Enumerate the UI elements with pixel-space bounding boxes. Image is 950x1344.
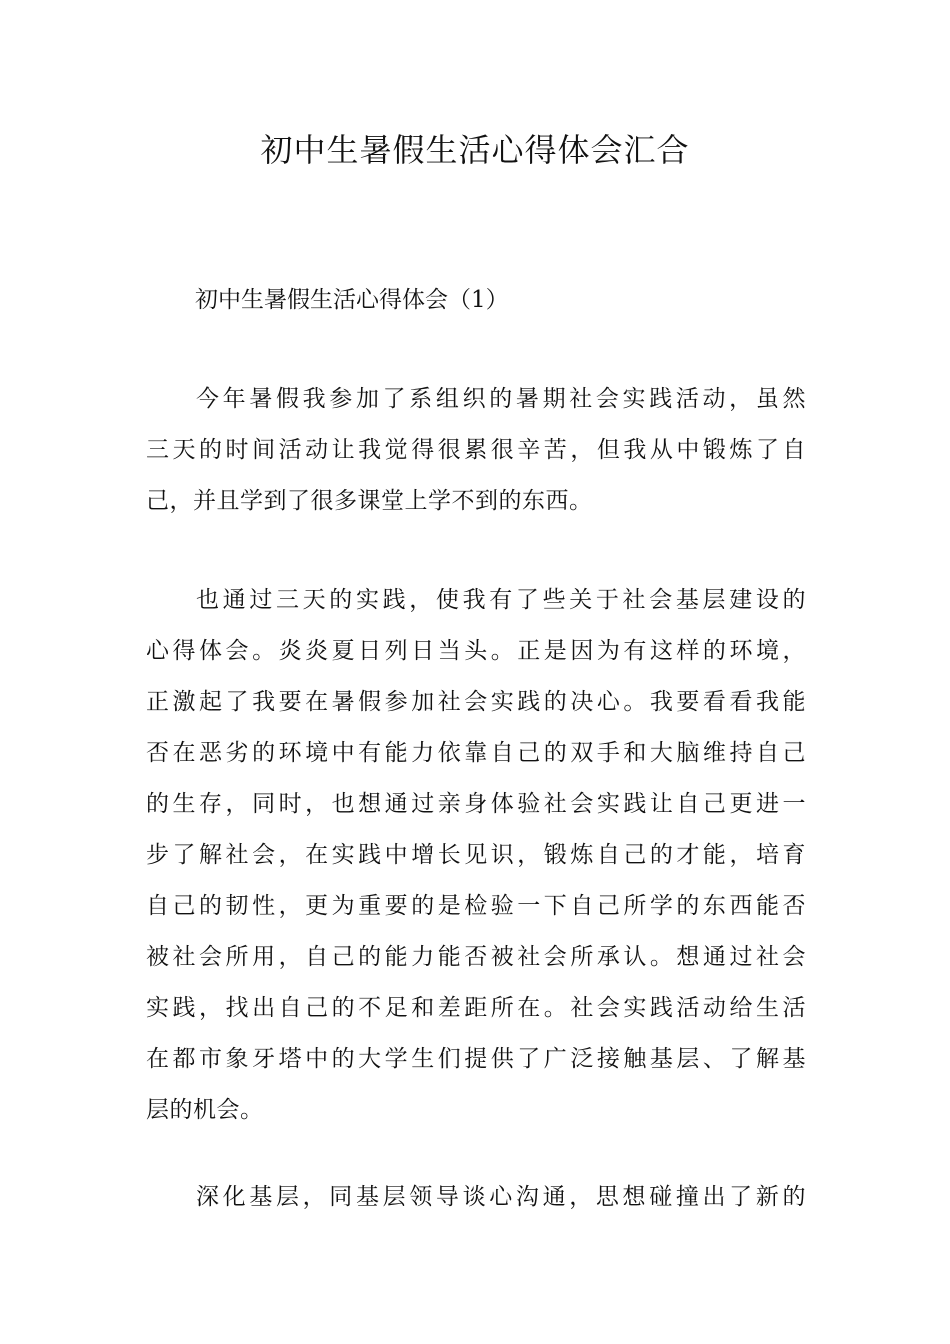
paragraph-line: 否在恶劣的环境中有能力依靠自己的双手和大脑维持自己 [146,740,806,766]
paragraph-line: 深化基层，同基层领导谈心沟通，思想碰撞出了新的 [196,1184,806,1210]
paragraph-3 [146,1172,806,1223]
section-heading: 初中生暑假生活心得体会（1） [195,287,509,313]
paragraph-line: 也通过三天的实践，使我有了些关于社会基层建设的 [196,587,806,613]
paragraph-line: 的生存，同时，也想通过亲身体验社会实践让自己更进一 [146,791,806,817]
document-title: 初中生暑假生活心得体会汇合 [260,131,690,169]
paragraph-line: 己，并且学到了很多课堂上学不到的东西。 [146,488,593,514]
paragraph-line: 在都市象牙塔中的大学生们提供了广泛接触基层、了解基 [146,1046,806,1072]
paragraph-line: 今年暑假我参加了系组织的暑期社会实践活动，虽然 [196,386,806,412]
paragraph-line: 层的机会。 [146,1097,264,1123]
paragraph-1 [146,374,806,527]
paragraph-2 [146,575,806,1136]
paragraph-line: 三天的时间活动让我觉得很累很辛苦，但我从中锻炼了自 [146,437,806,463]
paragraph-line: 心得体会。炎炎夏日列日当头。正是因为有这样的环境， [146,638,806,664]
paragraph-line: 正激起了我要在暑假参加社会实践的决心。我要看看我能 [146,689,806,715]
paragraph-line: 自己的韧性，更为重要的是检验一下自己所学的东西能否 [146,893,806,919]
paragraph-line: 实践，找出自己的不足和差距所在。社会实践活动给生活 [146,995,806,1021]
paragraph-line: 步了解社会，在实践中增长见识，锻炼自己的才能，培育 [146,842,806,868]
paragraph-line: 被社会所用，自己的能力能否被社会所承认。想通过社会 [146,944,806,970]
